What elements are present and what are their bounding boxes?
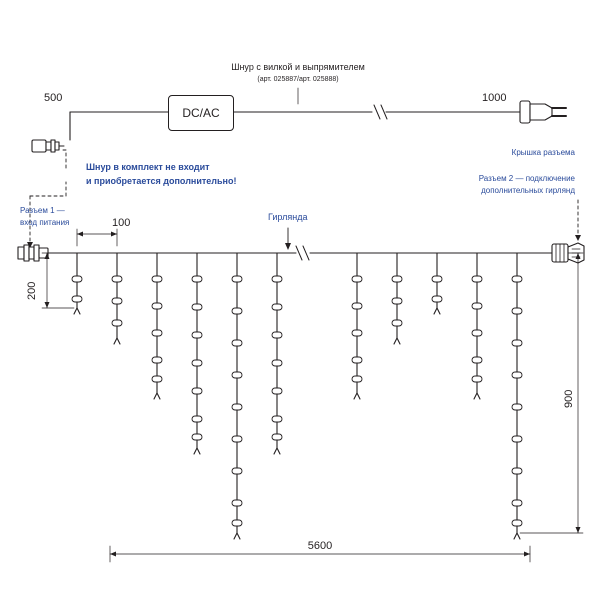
garland-label: Гирлянда <box>268 212 308 222</box>
connector2-label-line2: дополнительных гирлянд <box>481 186 575 195</box>
cap-label: Крышка разъема <box>511 148 575 157</box>
cord-title-label: Шнур с вилкой и выпрямителем <box>231 62 365 72</box>
power-adapter-label: DC/AC <box>182 106 220 120</box>
cord-note-line1: Шнур в комплект не входит <box>86 162 210 172</box>
dimension-drop-short: 200 <box>26 281 38 300</box>
dimension-cord-right: 1000 <box>482 92 507 104</box>
power-adapter-box <box>168 95 234 131</box>
dimension-spacing: 100 <box>112 217 131 229</box>
connector2-label-line1: Разъем 2 — подключение <box>478 174 575 183</box>
dimension-drop-long: 900 <box>563 389 575 408</box>
connector1-label-line2: вход питания <box>20 218 70 227</box>
connector1-label-line1: Разъем 1 — <box>20 206 65 215</box>
dimension-cord-left: 500 <box>44 92 63 104</box>
dimension-total-length: 5600 <box>307 540 333 552</box>
cord-note-line2: и приобретается дополнительно! <box>86 176 237 186</box>
cord-article-label: (арт. 025887/арт. 025888) <box>257 76 339 83</box>
